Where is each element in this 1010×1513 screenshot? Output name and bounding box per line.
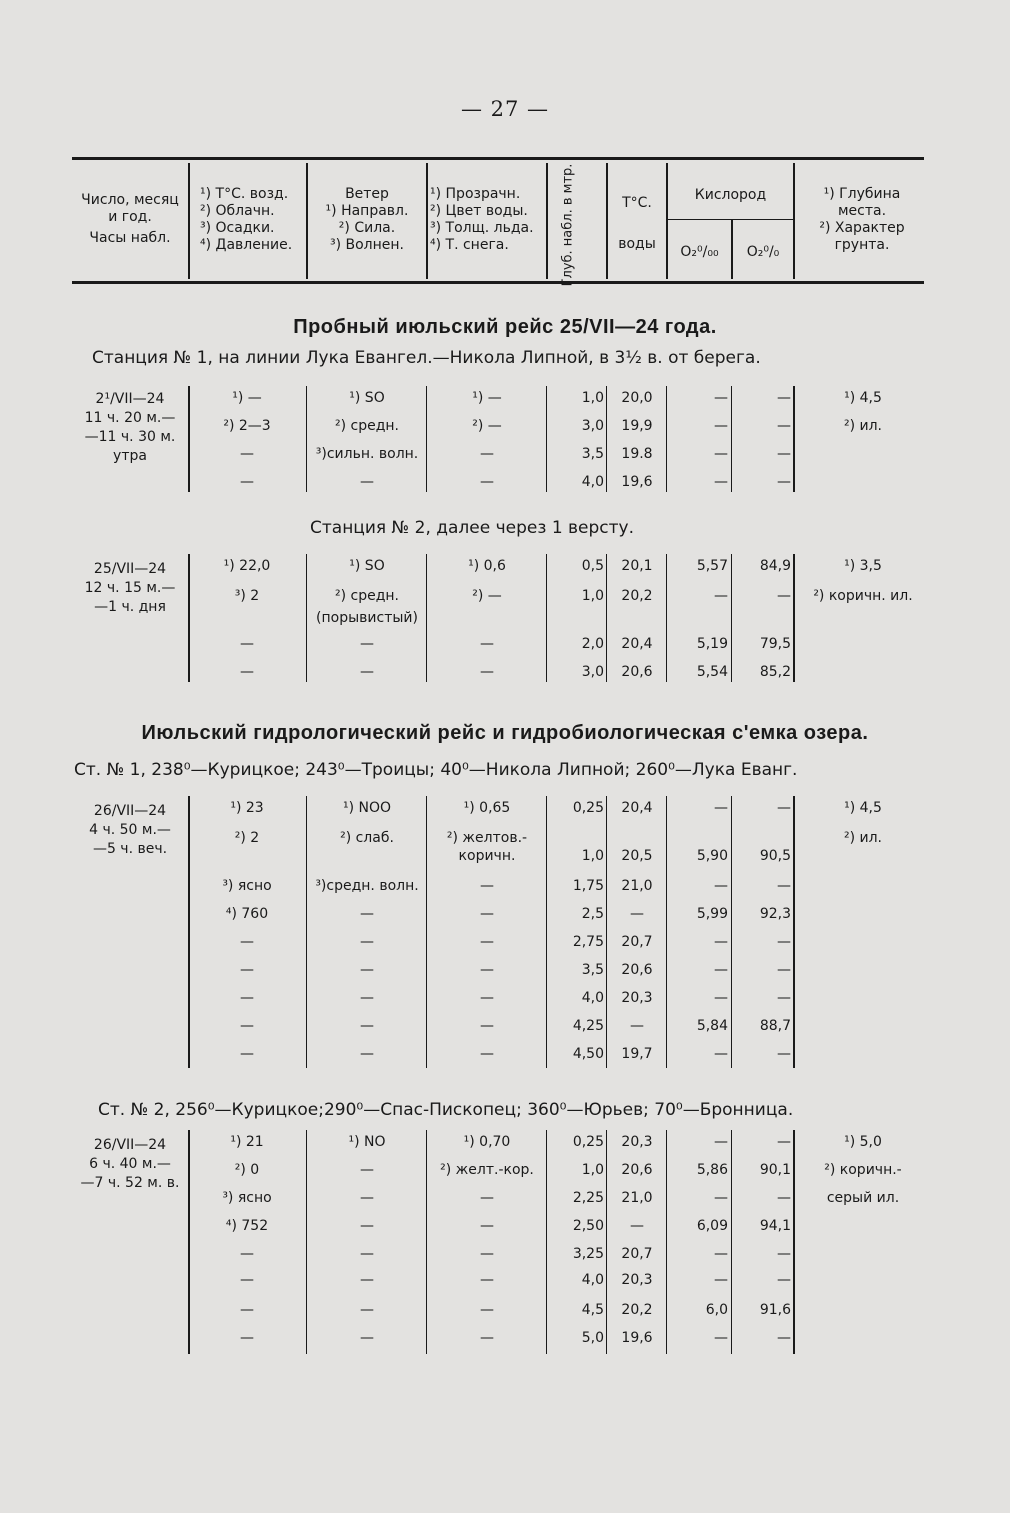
table-cell: — <box>480 934 494 950</box>
table-cell: 2,25 <box>572 1190 604 1206</box>
table-cell: — <box>777 1134 791 1150</box>
table-cell: 4,0 <box>581 474 604 490</box>
section-title: Июльский гидрологический рейс и гидробиологическая с'емка озера. <box>141 722 869 744</box>
table-cell: — <box>777 962 791 978</box>
header-divider <box>666 163 668 279</box>
column-divider <box>606 796 607 1068</box>
table-cell: 5,90 <box>696 848 728 864</box>
column-divider <box>426 1130 427 1354</box>
column-divider <box>606 554 607 682</box>
table-cell: — <box>360 990 374 1006</box>
station-heading: Ст. № 2, 256⁰—Курицкое;290⁰—Спас-Пископец; 360⁰—Юрьев; 70⁰—Бронница. <box>98 1100 794 1120</box>
table-cell: — <box>480 1272 494 1288</box>
table-cell: 2,0 <box>581 636 604 652</box>
header-divider <box>426 163 428 279</box>
table-cell: — <box>714 800 728 816</box>
table-cell: — <box>360 1046 374 1062</box>
table-cell: 3,0 <box>581 418 604 434</box>
table-cell: 5,84 <box>696 1018 728 1034</box>
table-cell: — <box>714 418 728 434</box>
header-water-temp: Т°С. <box>622 195 652 211</box>
table-cell: — <box>360 1162 374 1178</box>
table-cell: 4,50 <box>572 1046 604 1062</box>
table-cell: — <box>240 664 254 680</box>
table-cell: 5,54 <box>696 664 728 680</box>
table-cell: — <box>777 1046 791 1062</box>
table-cell: — <box>360 1302 374 1318</box>
table-cell: ¹) 4,5 <box>844 390 882 406</box>
header-divider <box>793 163 795 279</box>
header-transparency: ¹) Прозрачн. ²) Цвет воды. ³) Толщ. льда. ⁴) Т. снега. <box>430 186 534 253</box>
column-divider <box>731 386 732 492</box>
table-cell: — <box>240 446 254 462</box>
table-cell: — <box>480 906 494 922</box>
table-cell: ¹) 22,0 <box>223 558 271 574</box>
table-cell: — <box>480 990 494 1006</box>
table-cell: — <box>360 906 374 922</box>
table-cell: — <box>360 474 374 490</box>
table-cell: 19,6 <box>621 474 653 490</box>
table-cell: ⁴) 760 <box>225 906 269 922</box>
table-cell: 20,7 <box>621 1246 653 1262</box>
header-top-rule <box>72 157 924 160</box>
table-cell: 1,75 <box>572 878 604 894</box>
table-cell: ¹) 5,0 <box>844 1134 882 1150</box>
column-divider <box>546 1130 547 1354</box>
observation-date: 26/VII—24 4 ч. 50 м.— —5 ч. веч. <box>89 803 171 857</box>
table-cell: ²) желт.-кор. <box>440 1162 534 1178</box>
table-cell: — <box>480 1330 494 1346</box>
table-cell: — <box>360 962 374 978</box>
table-cell: — <box>714 1246 728 1262</box>
table-cell: — <box>240 1018 254 1034</box>
table-cell: ²) 0 <box>234 1162 260 1178</box>
table-cell: 85,2 <box>759 664 791 680</box>
header-date: Число, месяц и год. Часы набл. <box>81 192 179 246</box>
column-divider <box>546 554 547 682</box>
table-cell: — <box>240 1046 254 1062</box>
table-cell: 3,5 <box>581 962 604 978</box>
column-divider <box>306 1130 307 1354</box>
table-cell: 5,0 <box>581 1330 604 1346</box>
column-divider <box>426 554 427 682</box>
table-cell: 20,6 <box>621 962 653 978</box>
table-cell: — <box>714 990 728 1006</box>
column-divider <box>426 386 427 492</box>
table-cell: 84,9 <box>759 558 791 574</box>
table-cell: ²) ил. <box>843 418 883 434</box>
table-cell: — <box>777 934 791 950</box>
table-cell: — <box>777 390 791 406</box>
table-cell: — <box>777 446 791 462</box>
table-cell: — <box>240 474 254 490</box>
table-cell: 2,50 <box>572 1218 604 1234</box>
column-divider <box>306 386 307 492</box>
table-cell: — <box>630 1218 644 1234</box>
table-cell: — <box>480 1046 494 1062</box>
table-cell: 90,5 <box>759 848 791 864</box>
table-cell: — <box>480 962 494 978</box>
header-bottom-rule <box>72 281 924 284</box>
column-divider <box>606 386 607 492</box>
table-cell: ¹) 21 <box>230 1134 264 1150</box>
table-cell: — <box>777 588 791 604</box>
table-cell: ³) 2 <box>234 588 260 604</box>
table-cell: — <box>777 1330 791 1346</box>
column-divider <box>426 796 427 1068</box>
table-cell: 5,19 <box>696 636 728 652</box>
table-cell: — <box>777 800 791 816</box>
table-cell: — <box>480 446 494 462</box>
table-cell: 1,0 <box>581 1162 604 1178</box>
table-cell: — <box>360 1272 374 1288</box>
column-divider <box>666 386 667 492</box>
table-cell: — <box>360 1218 374 1234</box>
header-bottom: ¹) Глубина места. ²) Характер грунта. <box>819 186 905 253</box>
table-cell: 19,9 <box>621 418 653 434</box>
table-cell: 19,6 <box>621 1330 653 1346</box>
table-cell: 5,86 <box>696 1162 728 1178</box>
table-cell: 79,5 <box>759 636 791 652</box>
table-cell: — <box>240 1246 254 1262</box>
observation-date: 26/VII—24 6 ч. 40 м.— —7 ч. 52 м. в. <box>80 1137 180 1191</box>
table-cell: 91,6 <box>759 1302 791 1318</box>
table-cell: ¹) 3,5 <box>844 558 882 574</box>
column-divider <box>546 386 547 492</box>
table-cell: — <box>480 1302 494 1318</box>
table-cell: — <box>714 878 728 894</box>
table-cell: ¹) 4,5 <box>844 800 882 816</box>
header-wind: Ветер ¹) Направл. ²) Сила. ³) Волнен. <box>325 186 409 253</box>
table-cell: — <box>630 1018 644 1034</box>
table-cell: 4,0 <box>581 1272 604 1288</box>
column-divider <box>731 796 732 1068</box>
header-oxygen-percent: O₂⁰/₀ <box>746 244 780 260</box>
column-divider <box>188 386 190 492</box>
table-cell: ³) ясно <box>222 1190 272 1206</box>
table-cell: 4,5 <box>581 1302 604 1318</box>
table-cell: — <box>480 636 494 652</box>
table-cell: ²) — <box>472 588 502 604</box>
column-divider <box>188 554 190 682</box>
table-cell: — <box>777 1246 791 1262</box>
table-cell: 19,7 <box>621 1046 653 1062</box>
table-cell: 20,4 <box>621 800 653 816</box>
column-divider <box>666 1130 667 1354</box>
table-cell: 1,0 <box>581 588 604 604</box>
column-divider <box>306 554 307 682</box>
table-cell: 20,7 <box>621 934 653 950</box>
table-cell: — <box>714 474 728 490</box>
column-divider <box>188 1130 190 1354</box>
table-cell: — <box>240 934 254 950</box>
header-divider <box>546 163 548 279</box>
table-cell: — <box>480 1190 494 1206</box>
table-cell: 94,1 <box>759 1218 791 1234</box>
table-cell: 90,1 <box>759 1162 791 1178</box>
column-divider <box>666 796 667 1068</box>
table-cell: — <box>480 1018 494 1034</box>
header-water-label: воды <box>618 236 656 252</box>
table-cell: ¹) SO <box>349 558 385 574</box>
table-cell: — <box>240 1330 254 1346</box>
table-cell: ²) слаб. <box>340 830 394 846</box>
table-cell: — <box>240 1272 254 1288</box>
table-cell: 20,6 <box>621 664 653 680</box>
table-cell: — <box>714 1046 728 1062</box>
table-cell: — <box>777 418 791 434</box>
table-cell: коричн. <box>458 848 516 864</box>
table-cell: — <box>714 1134 728 1150</box>
table-cell: — <box>480 1246 494 1262</box>
table-cell: 20,2 <box>621 1302 653 1318</box>
table-cell: 6,09 <box>696 1218 728 1234</box>
table-cell: ³)средн. волн. <box>315 878 419 894</box>
table-cell: 21,0 <box>621 1190 653 1206</box>
table-cell: ²) — <box>472 418 502 434</box>
table-cell: — <box>240 636 254 652</box>
table-cell: 20,3 <box>621 990 653 1006</box>
column-divider <box>793 386 795 492</box>
table-cell: ¹) — <box>232 390 262 406</box>
table-cell: 5,57 <box>696 558 728 574</box>
table-cell: 20,5 <box>621 848 653 864</box>
header-oxygen: Кислород <box>694 187 767 203</box>
header-depth: Глуб. набл. в мтр. <box>560 163 576 287</box>
table-cell: — <box>360 1190 374 1206</box>
table-cell: 2,5 <box>581 906 604 922</box>
table-cell: — <box>360 1018 374 1034</box>
table-cell: 20,3 <box>621 1272 653 1288</box>
table-cell: 20,1 <box>621 558 653 574</box>
table-cell: — <box>480 878 494 894</box>
table-cell: — <box>360 664 374 680</box>
table-cell: ¹) — <box>472 390 502 406</box>
table-cell: 1,0 <box>581 848 604 864</box>
table-cell: 4,25 <box>572 1018 604 1034</box>
table-cell: 1,0 <box>581 390 604 406</box>
observation-date: 2¹/VII—24 11 ч. 20 м.— —11 ч. 30 м. утра <box>84 391 176 464</box>
table-cell: ²) 2—3 <box>223 418 271 434</box>
table-cell: ¹) NOO <box>342 800 392 816</box>
oxygen-divider <box>668 219 793 220</box>
table-cell: серый ил. <box>826 1190 900 1206</box>
table-cell: ²) желтов.- <box>446 830 528 846</box>
table-cell: ³) ясно <box>222 878 272 894</box>
table-cell: — <box>714 1330 728 1346</box>
table-cell: — <box>480 664 494 680</box>
table-cell: — <box>480 474 494 490</box>
column-divider <box>606 1130 607 1354</box>
table-cell: ²) ил. <box>843 830 883 846</box>
station-heading: Ст. № 1, 238⁰—Курицкое; 243⁰—Троицы; 40⁰—Никола Липной; 260⁰—Лука Еванг. <box>74 760 798 780</box>
table-cell: ²) коричн.- <box>824 1162 902 1178</box>
table-cell: 3,0 <box>581 664 604 680</box>
table-cell: ²) 2 <box>234 830 260 846</box>
page-number: — 27 — <box>460 97 550 121</box>
table-cell: 20,6 <box>621 1162 653 1178</box>
table-cell: 21,0 <box>621 878 653 894</box>
table-cell: (порывистый) <box>316 610 418 626</box>
table-cell: — <box>714 446 728 462</box>
table-cell: 5,99 <box>696 906 728 922</box>
table-cell: — <box>714 390 728 406</box>
table-cell: ¹) 0,6 <box>468 558 506 574</box>
observation-date: 25/VII—24 12 ч. 15 м.— —1 ч. дня <box>84 561 176 615</box>
table-cell: ³)сильн. волн. <box>315 446 419 462</box>
table-cell: ¹) SO <box>349 390 385 406</box>
table-cell: 20,0 <box>621 390 653 406</box>
station-heading: Станция № 1, на линии Лука Евангел.—Никола Липной, в 3½ в. от берега. <box>92 348 761 368</box>
table-cell: 19.8 <box>621 446 653 462</box>
table-cell: ²) средн. <box>334 588 399 604</box>
header-divider <box>606 163 608 279</box>
table-cell: — <box>240 990 254 1006</box>
table-cell: 0,25 <box>572 1134 604 1150</box>
table-cell: — <box>630 906 644 922</box>
table-cell: — <box>777 878 791 894</box>
column-divider <box>731 1130 732 1354</box>
table-cell: 0,25 <box>572 800 604 816</box>
column-divider <box>188 796 190 1068</box>
table-cell: — <box>360 636 374 652</box>
table-cell: — <box>777 990 791 1006</box>
column-divider <box>793 1130 795 1354</box>
table-cell: — <box>714 934 728 950</box>
column-divider <box>793 554 795 682</box>
table-cell: — <box>240 962 254 978</box>
column-divider <box>666 554 667 682</box>
table-cell: 20,2 <box>621 588 653 604</box>
table-cell: — <box>360 934 374 950</box>
table-cell: 0,5 <box>581 558 604 574</box>
column-divider <box>731 554 732 682</box>
table-cell: — <box>714 962 728 978</box>
table-cell: — <box>360 1330 374 1346</box>
header-oxygen-permille: O₂⁰/₀₀ <box>680 244 719 260</box>
table-cell: 6,0 <box>705 1302 728 1318</box>
table-cell: — <box>714 1272 728 1288</box>
table-cell: ¹) 23 <box>230 800 264 816</box>
table-cell: — <box>240 1302 254 1318</box>
table-cell: 3,25 <box>572 1246 604 1262</box>
table-cell: — <box>360 1246 374 1262</box>
column-divider <box>793 796 795 1068</box>
column-divider <box>546 796 547 1068</box>
table-cell: ⁴) 752 <box>225 1218 269 1234</box>
column-divider <box>306 796 307 1068</box>
table-cell: 20,3 <box>621 1134 653 1150</box>
header-divider <box>188 163 190 279</box>
table-cell: ²) средн. <box>334 418 399 434</box>
table-cell: 92,3 <box>759 906 791 922</box>
table-cell: ¹) 0,70 <box>463 1134 511 1150</box>
table-cell: 2,75 <box>572 934 604 950</box>
table-cell: — <box>714 588 728 604</box>
header-weather: ¹) Т°С. возд. ²) Облачн. ³) Осадки. ⁴) Давление. <box>200 186 293 253</box>
table-cell: 20,4 <box>621 636 653 652</box>
table-cell: — <box>777 1272 791 1288</box>
table-cell: ¹) NO <box>348 1134 386 1150</box>
table-cell: 88,7 <box>759 1018 791 1034</box>
table-cell: — <box>777 474 791 490</box>
table-cell: 3,5 <box>581 446 604 462</box>
table-cell: — <box>480 1218 494 1234</box>
station-heading: Станция № 2, далее через 1 версту. <box>310 518 635 538</box>
table-cell: ¹) 0,65 <box>463 800 511 816</box>
table-cell: 4,0 <box>581 990 604 1006</box>
table-cell: ²) коричн. ил. <box>813 588 913 604</box>
table-cell: — <box>714 1190 728 1206</box>
table-cell: — <box>777 1190 791 1206</box>
section-title: Пробный июльский рейс 25/VII—24 года. <box>293 316 717 338</box>
